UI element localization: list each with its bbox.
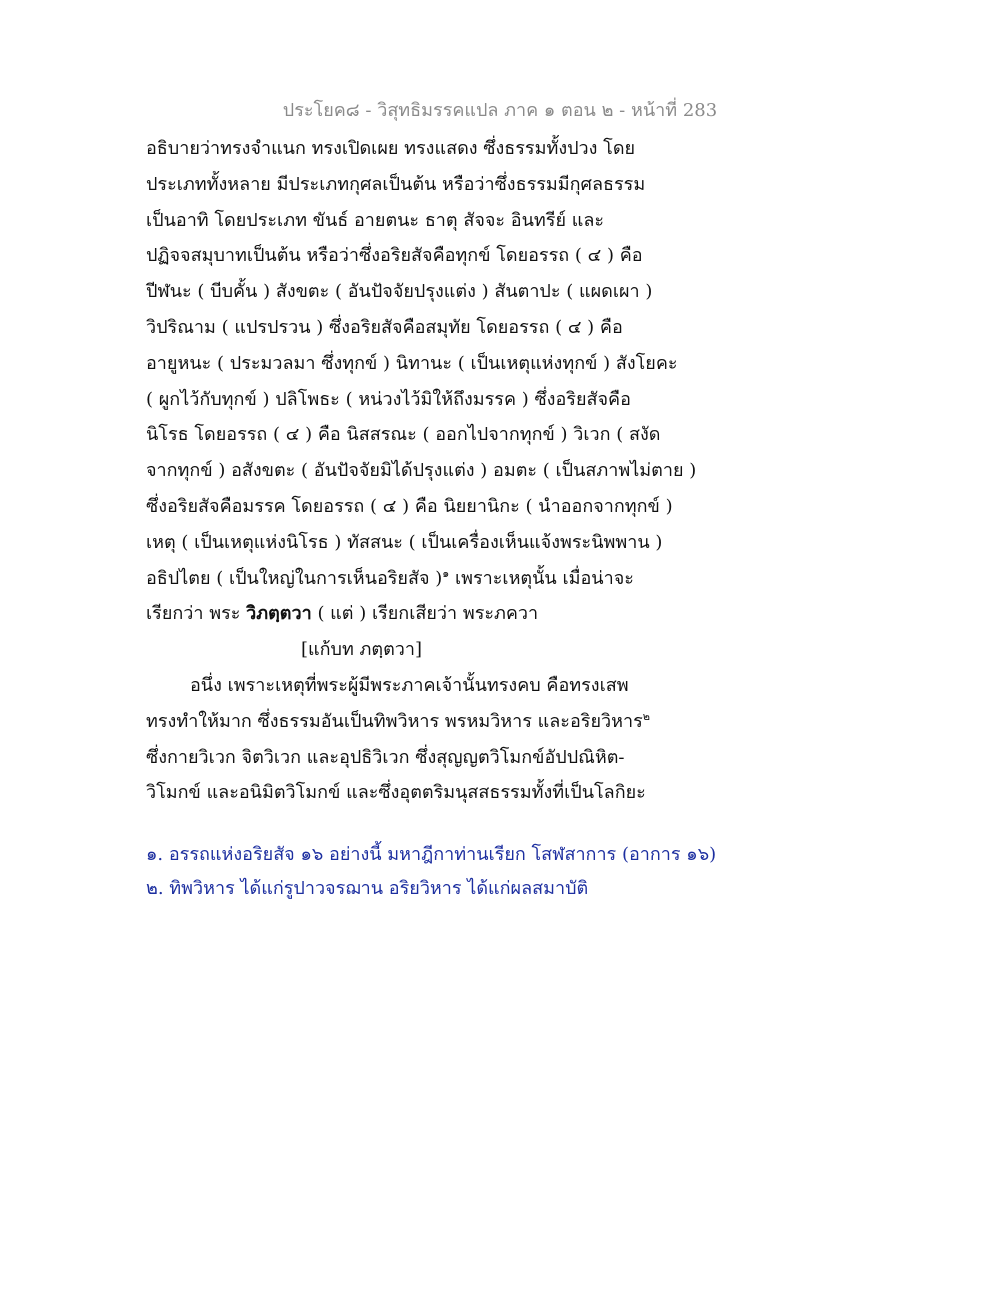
body-line: อธิบายว่าทรงจำแนก ทรงเปิดเผย ทรงแสดง ซึ่งธรรมทั้งปวง โดย bbox=[146, 138, 636, 159]
body-line: ปีฬนะ ( บีบคั้น ) สังขตะ ( อันปัจจัยปรุงแต่ง ) สันตาปะ ( แผดเผา ) bbox=[146, 281, 653, 303]
footnote-2: ๒. ทิพวิหาร ได้แก่รูปาวจรฌาน อริยวิหาร ได้แก่ผลสมาบัติ bbox=[146, 878, 589, 899]
body-line: ประเภททั้งหลาย มีประเภทกุศลเป็นต้น หรือว่าซึ่งธรรมมีกุศลธรรม bbox=[146, 173, 646, 195]
body-line bbox=[146, 561, 866, 597]
body-line: จากทุกข์ ) อสังขตะ ( อันปัจจัยมิได้ปรุงแต่ง ) อมตะ ( เป็นสภาพไม่ตาย ) bbox=[146, 460, 697, 482]
body-line-text: อธิปไตย ( เป็นใหญ่ในการเห็นอริยสัจ ) bbox=[146, 567, 443, 589]
body-line bbox=[146, 596, 866, 632]
footnote-ref-1: ๑ bbox=[442, 566, 450, 580]
body-line: ( ผูกไว้กับทุกข์ ) ปลิโพธะ ( หน่วงไว้มิให้ถึงมรรค ) ซึ่งอริยสัจคือ bbox=[146, 388, 631, 410]
body-line: อนึ่ง เพราะเหตุที่พระผู้มีพระภาคเจ้านั้นทรงคบ คือทรงเสพ bbox=[190, 674, 629, 696]
body-line-tail: ( แต่ ) เรียกเสียว่า พระภควา bbox=[311, 603, 539, 625]
body-line: เหตุ ( เป็นเหตุแห่งนิโรธ ) ทัสสนะ ( เป็นเครื่องเห็นแจ้งพระนิพพาน ) bbox=[146, 531, 663, 553]
body-line-tail: เพราะเหตุนั้น เมื่อน่าจะ bbox=[449, 567, 634, 589]
body-line-text: ทรงทำให้มาก ซึ่งธรรมอันเป็นทิพวิหาร พรหมวิหาร และอริยวิหาร bbox=[146, 710, 643, 732]
body-line: อายูหนะ ( ประมวลมา ซึ่งทุกข์ ) นิทานะ ( เป็นเหตุแห่งทุกข์ ) สังโยคะ bbox=[146, 352, 678, 374]
body-line: ซึ่งกายวิเวก จิตวิเวก และอุปธิวิเวก ซึ่งสุญญตวิโมกข์อัปปณิหิต- bbox=[146, 746, 625, 768]
body-line: ซึ่งอริยสัจคือมรรค โดยอรรถ ( ๔ ) คือ นิยยานิกะ ( นำออกจากทุกข์ ) bbox=[146, 495, 673, 517]
footnote-1: ๑. อรรถแห่งอริยสัจ ๑๖ อย่างนี้ มหาฎีกาท่านเรียก โสฬสาการ (อาการ ๑๖) bbox=[146, 844, 717, 865]
body-line-text: เรียกว่า พระ bbox=[146, 603, 241, 625]
body-line: วิปริณาม ( แปรปรวน ) ซึ่งอริยสัจคือสมุทัย โดยอรรถ ( ๔ ) คือ bbox=[146, 316, 623, 338]
footnote-ref-2: ๒ bbox=[642, 709, 651, 723]
body-line: เป็นอาทิ โดยประเภท ขันธ์ อายตนะ ธาตุ สัจจะ อินทรีย์ และ bbox=[146, 209, 605, 231]
footnotes bbox=[146, 838, 866, 906]
body-line bbox=[146, 704, 866, 740]
body-line: ปฏิจจสมุบาทเป็นต้น หรือว่าซึ่งอริยสัจคือทุกข์ โดยอรรถ ( ๔ ) คือ bbox=[146, 245, 643, 267]
section-heading: [แก้บท ภตฺตวา] bbox=[301, 639, 423, 661]
bold-term: วิภตฺตวา bbox=[246, 603, 312, 625]
body-line: นิโรธ โดยอรรถ ( ๔ ) คือ นิสสรณะ ( ออกไปจากทุกข์ ) วิเวก ( สงัด bbox=[146, 424, 661, 446]
body-line: วิโมกข์ และอนิมิตวิโมกข์ และซึ่งอุตตริมนุสสธรรมทั้งที่เป็นโลกิยะ bbox=[146, 782, 646, 804]
page-header: ประโยค๘ - วิสุทธิมรรคแปล ภาค ๑ ตอน ๒ - หน้าที่ 283 bbox=[282, 100, 718, 121]
body-text bbox=[146, 131, 866, 811]
